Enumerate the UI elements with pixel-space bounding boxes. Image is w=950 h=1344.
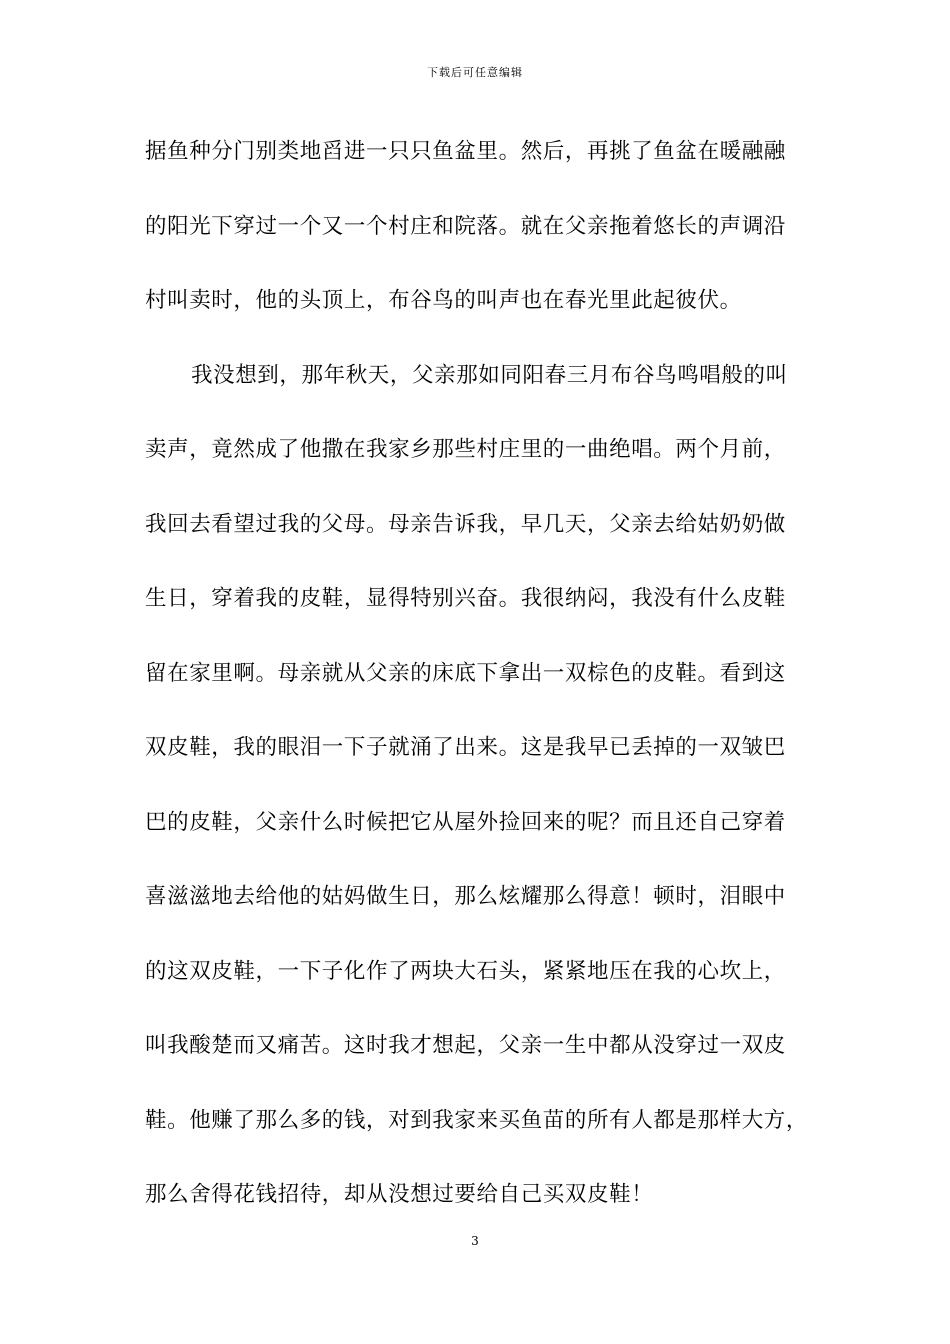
page-number: 3: [471, 1234, 479, 1248]
text-line: 鞋。他赚了那么多的钱，对到我家来买鱼苗的所有人都是那样大方，: [145, 1107, 809, 1133]
text-line: 我回去看望过我的父母。母亲告诉我，早几天，父亲去给姑奶奶做: [145, 511, 786, 537]
text-line: 生日，穿着我的皮鞋，显得特别兴奋。我很纳闷，我没有什么皮鞋: [145, 586, 786, 611]
text-line: 双皮鞋，我的眼泪一下子就涌了出来。这是我早已丢掉的一双皱巴: [145, 735, 786, 760]
text-line: 的这双皮鞋，一下子化作了两块大石头，紧紧地压在我的心坎上，: [145, 958, 786, 984]
text-line-paragraph-start: 我没想到，那年秋天，父亲那如同阳春三月布谷鸟鸣唱般的叫: [191, 362, 788, 388]
page-header: 下载后可任意编辑: [427, 66, 523, 79]
text-line: 巴的皮鞋，父亲什么时候把它从屋外捡回来的呢？而且还自己穿着: [145, 809, 786, 835]
text-line: 据鱼种分门别类地舀进一只只鱼盆里。然后，再挑了鱼盆在暖融融: [145, 139, 786, 164]
text-line: 的阳光下穿过一个又一个村庄和院落。就在父亲拖着悠长的声调沿: [145, 213, 786, 239]
text-line: 村叫卖时，他的头顶上，布谷鸟的叫声也在春光里此起彼伏。: [145, 288, 742, 313]
text-line: 留在家里啊。母亲就从父亲的床底下拿出一双棕色的皮鞋。看到这: [145, 660, 786, 686]
text-line: 卖声，竟然成了他撒在我家乡那些村庄里的一曲绝唱。两个月前，: [145, 437, 786, 462]
text-line: 叫我酸楚而又痛苦。这时我才想起，父亲一生中都从没穿过一双皮: [145, 1033, 786, 1058]
text-line: 那么舍得花钱招待，却从没想过要给自己买双皮鞋！: [145, 1182, 654, 1207]
document-body: [145, 128, 825, 1246]
text-line: 喜滋滋地去给他的姑妈做生日，那么炫耀那么得意！顿时，泪眼中: [145, 884, 786, 909]
